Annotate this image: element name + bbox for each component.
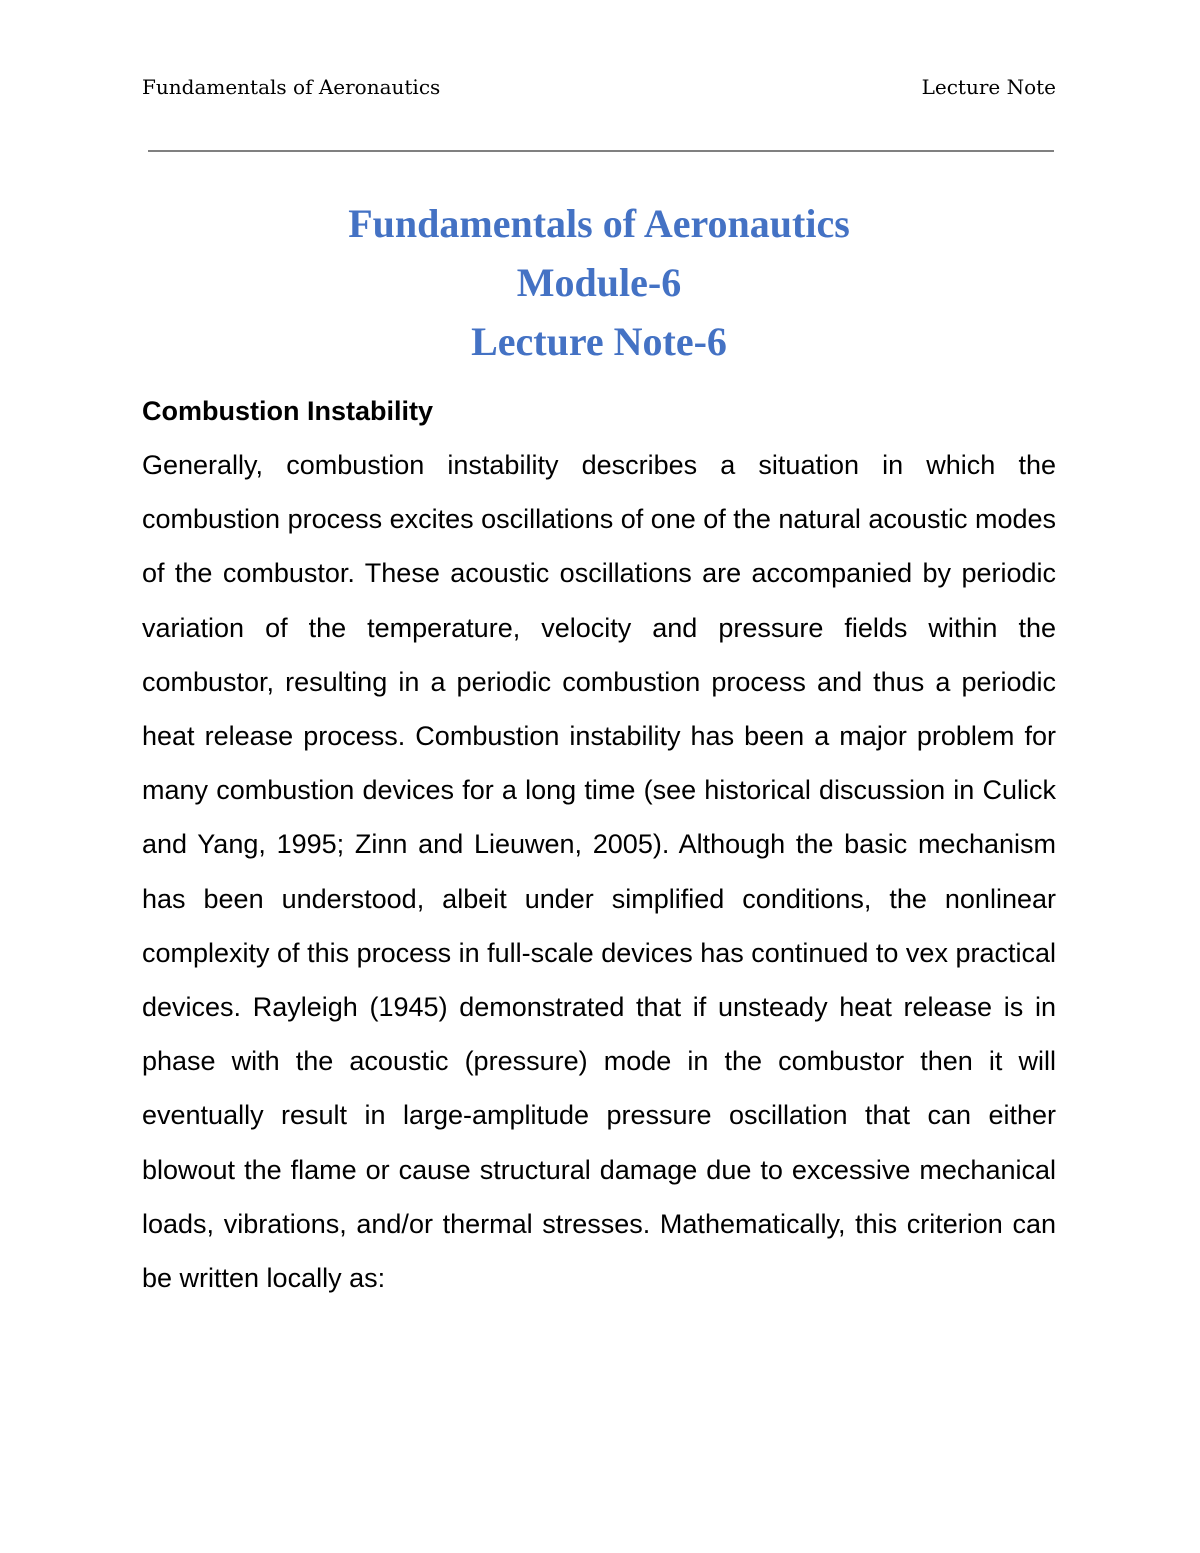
- document-title-block: [142, 194, 1056, 371]
- running-header: [142, 72, 1056, 102]
- title-course: Fundamentals of Aeronautics: [348, 201, 850, 246]
- title-module: Module-6: [516, 260, 682, 305]
- title-lecture: Lecture Note-6: [471, 319, 727, 364]
- section-heading: Combustion Instability: [142, 396, 434, 426]
- header-document-type: Lecture Note: [921, 75, 1056, 99]
- header-course-title: Fundamentals of Aeronautics: [142, 75, 441, 99]
- body-paragraph: Generally, combustion instability describes a situation in which the combustion process excites oscillations of one of the natural acoustic modes of the combustor. These acoustic oscillations are accompanied by periodic variation of the temperature, velocity and pressure fields within the combustor, resulting in a periodic combustion process and thus a periodic heat release process. Combustion instability has been a major problem for many combustion devices for a long time (see historical discussion in Culick and Yang, 1995; Zinn and Lieuwen, 2005). Although the basic mechanism has been understood, albeit under simplified conditions, the nonlinear complexity of this process in full-scale devices has continued to vex practical devices. Rayleigh (1945) demonstrated that if unsteady heat release is in phase with the acoustic (pressure) mode in the combustor then it will eventually result in large-amplitude pressure oscillation that can either blowout the flame or cause structural damage due to excessive mechanical loads, vibrations, and/or thermal stresses. Mathematically, this criterion can be written locally as:: [142, 450, 1056, 1294]
- header-divider: [148, 150, 1054, 152]
